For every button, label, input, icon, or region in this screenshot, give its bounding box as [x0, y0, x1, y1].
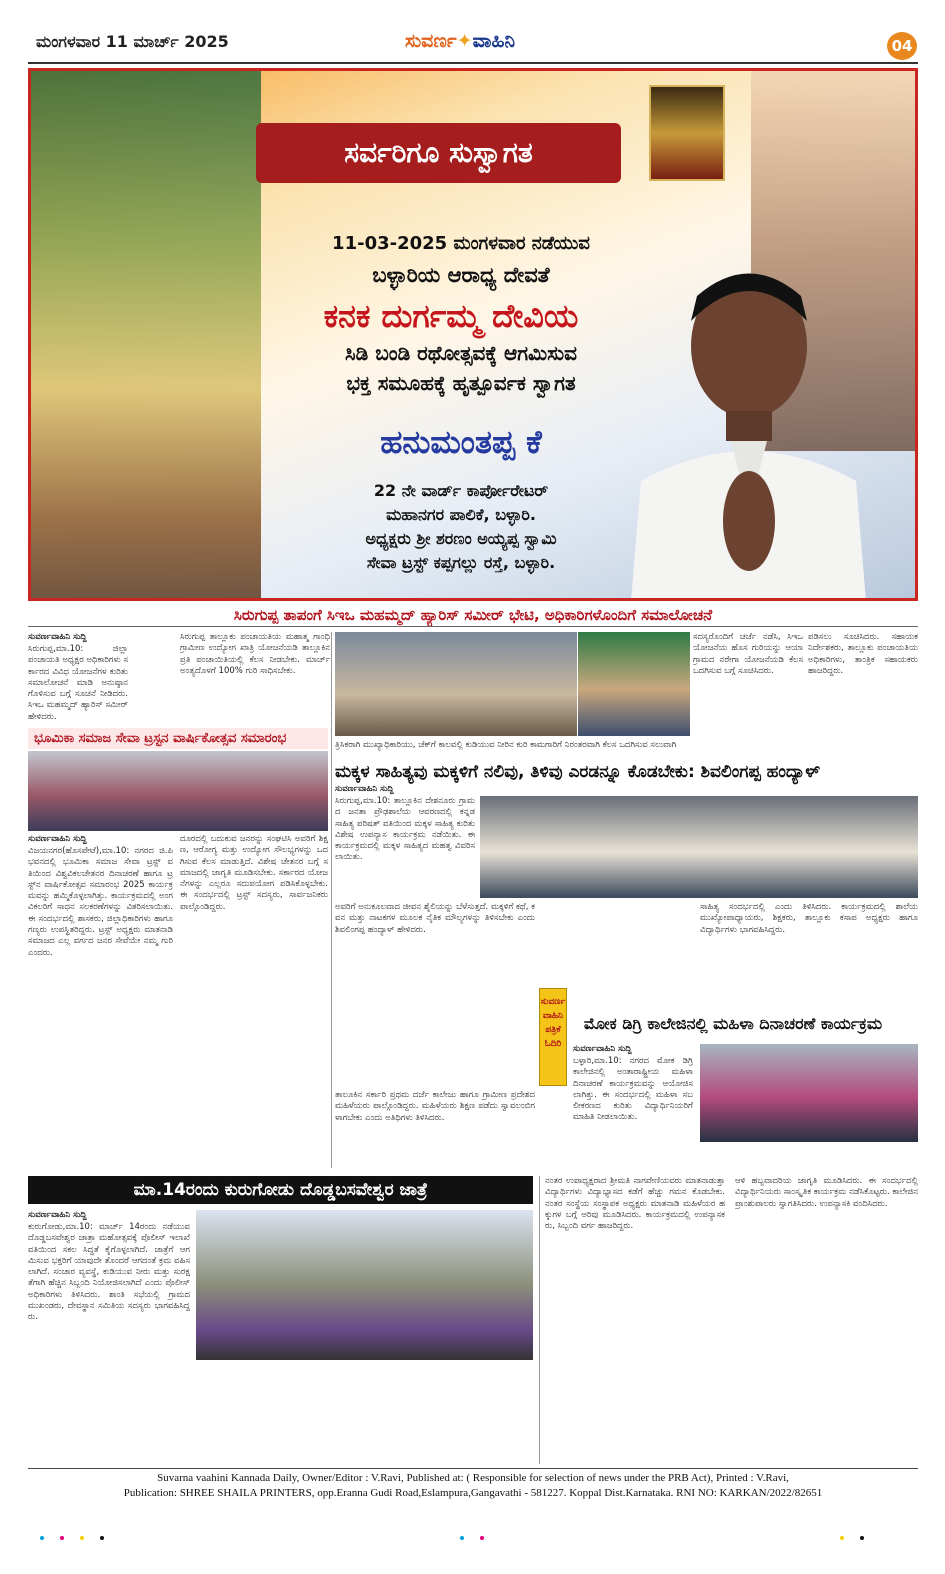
registration-mark [40, 1536, 44, 1540]
logo-part1: ಸುವರ್ಣ [405, 30, 457, 52]
headline-childrens-literature: ಮಕ್ಕಳ ಸಾಹಿತ್ಯವು ಮಕ್ಕಳಿಗೆ ನಲಿವು, ತಿಳಿವು ಎರಡನ್ನೂ ಕೊಡಬೇಕು: ಶಿವಲಿಂಗಪ್ಪ ಹಂದ್ಯಾಳ್ [335, 762, 820, 782]
headline-ceo-visit: ಸಿರುಗುಪ್ಪ ತಾಪಂಗೆ ಸಿಇಒ ಮಹಮ್ಮದ್ ಹ್ಯಾರಿಸ್ ಸಮೀರ್ ಭೇಟಿ, ಅಧಿಕಾರಿಗಳೊಂದಿಗೆ ಸಮಾಲೋಚನೆ [233, 606, 713, 624]
column-divider [331, 632, 332, 1168]
footer-imprint-line1: Suvarna vaahini Kannada Daily, Owner/Editor : V.Ravi, Published at: ( Responsible for selection of news under the PRB Act), Printed : V.Ravi, [157, 1472, 789, 1484]
logo-part2: ವಾಹಿನಿ [472, 30, 516, 52]
ad-subtitle: ಬಳ್ಳಾರಿಯ ಆರಾಧ್ಯ ದೇವತೆ [372, 263, 550, 287]
advertisement-banner [28, 68, 918, 601]
article-kurugodu-col3: ಆಳಿ ಹಬ್ಬವಾದರಿಯ ಜಾಗೃತಿ ಮೂಡಿಸಿದರು. ಈ ಸಂದರ್ಭದಲ್ಲಿ ವಿದ್ಯಾರ್ಥಿನಿಯರು ಸಾಂಸ್ಕೃತಿಕ ಕಾರ್ಯಕ್ರಮ ನಡೆಸಿಕೊಟ್ಟರು. ಕಾಲೇಜಿನ ಪ್ರಾಂಶುಪಾಲರು ಸ್ವಾಗತಿಸಿದರು. ಉಪನ್ಯಾಸಕಿ ವಂದಿಸಿದರು. [735, 1176, 918, 1209]
registration-mark [60, 1536, 64, 1540]
ad-line-5: ಭಕ್ತ ಸಮೂಹಕ್ಕೆ ಹೃತ್ಪೂರ್ವಕ ಸ್ವಾಗತ [346, 371, 576, 395]
article-womens-day-col2: ತಾಲೂಕಿನ ಸರ್ಕಾರಿ ಪ್ರಥಮ ದರ್ಜೆ ಕಾಲೇಜು ಹಾಗೂ ಗ್ರಾಮೀಣ ಪ್ರದೇಶದ ಮಹಿಳೆಯರು ಪಾಲ್ಗೊಂಡಿದ್ದರು. ಮಹಿಳೆಯರು ಶಿಕ್ಷಣ ಪಡೆದು ಸ್ವಾವಲಂಬಿಗಳಾಗಬೇಕು ಎಂದು ಅತಿಥಿಗಳು ತಿಳಿಸಿದರು. [335, 1090, 535, 1123]
article-ceo-col1: ಸಿರುಗುಪ್ಪ,ಮಾ.10: ಜಿಲ್ಲಾ ಪಂಚಾಯತಿ ಅಧ್ಯಕ್ಷರ ಅಧಿಕಾರಿಗಳು ಸರ್ಕಾರದ ವಿವಿಧ ಯೋಜನೆಗಳ ಕುರಿತು ಸಮಾಲೋಚನೆ ಮಾಡಿ ಅನುಷ್ಠಾನಗೊಳಿಸುವ ಬಗ್ಗೆ ಸೂಚನೆ ನೀಡಿದರು. ಸಿಇಒ ಮಹಮ್ಮದ್ ಹ್ಯಾರಿಸ್ ಸಮೀರ್ ಹೇಳಿದರು. [28, 644, 128, 722]
registration-mark [100, 1536, 104, 1540]
byline-womens-day: ಸುವರ್ಣವಾಹಿನಿ ಸುದ್ದಿ [573, 1044, 632, 1054]
deity-shrine-photo [649, 85, 725, 181]
headline-bhumika-trust: ಭೂಮಿಕಾ ಸಮಾಜ ಸೇವಾ ಟ್ರಸ್ಟನ ವಾರ್ಷಿಕೋತ್ಸವ ಸಮಾರಂಭ [28, 728, 328, 749]
article-literature-col3: ಸಾಹಿತ್ಯ ಸಂದರ್ಭದಲ್ಲಿ ಎಂದು ತಿಳಿಸಿದರು. ಕಾರ್ಯಕ್ರಮದಲ್ಲಿ ಶಾಲೆಯ ಮುಖ್ಯೋಪಾಧ್ಯಾಯರು, ಶಿಕ್ಷಕರು, ತಾಲ್ಲೂಕು ಕಸಾಪ ಅಧ್ಯಕ್ಷರು ಹಾಗೂ ವಿದ್ಯಾರ್ಥಿಗಳು ಭಾಗವಹಿಸಿದ್ದರು. [700, 902, 918, 935]
ad-designation-2: ಮಹಾನಗರ ಪಾಲಿಕೆ, ಬಳ್ಳಾರಿ. [386, 505, 536, 524]
newspaper-logo [405, 30, 515, 52]
registration-mark [840, 1536, 844, 1540]
ad-headline: ಕನಕ ದುರ್ಗಮ್ಮ ದೇವಿಯ [323, 297, 579, 335]
photo-literature-event [480, 796, 918, 898]
registration-mark [860, 1536, 864, 1540]
welcome-banner: ಸರ್ವರಿಗೂ ಸುಸ್ವಾಗತ [256, 123, 621, 183]
article-ceo-col3: ಸದಸ್ಯರೊಂದಿಗೆ ಚರ್ಚೆ ನಡೆಸಿ, ಸಿಇಒ ಯೋಜನೆಯ ಹೊಸ ಗುರಿಯನ್ನು ಆಯಾ ಗ್ರಾಮದ ನರೇಗಾ ಯೋಜನೆಯಡಿ ಕೆಲಸ ಒದಗಿಸುವ ಬಗ್ಗೆ ಸೂಚಿಸಿದರು. [693, 632, 803, 676]
article-bhumika-col2: ದೂರದಲ್ಲಿ ಬದುಕುವ ಜನರನ್ನು ಸಂಘಟಿಸಿ ಅವರಿಗೆ ಶಿಕ್ಷಣ, ಆರೋಗ್ಯ ಮತ್ತು ಉದ್ಯೋಗ ಸೌಲಭ್ಯಗಳನ್ನು ಒದಗಿಸುವ ಕೆಲಸ ಮಾಡುತ್ತಿದೆ. ವಿಶೇಷ ಚೇತನರ ಬಗ್ಗೆ ಸಮಾಜದಲ್ಲಿ ಜಾಗೃತಿ ಮೂಡಿಸಬೇಕು. ಸರ್ಕಾರದ ಯೋಜನೆಗಳನ್ನು ಎಲ್ಲರೂ ಸದುಪಯೋಗ ಪಡಿಸಿಕೊಳ್ಳಬೇಕು. ಈ ಸಂದರ್ಭದಲ್ಲಿ ಟ್ರಸ್ಟ್ ಸದಸ್ಯರು, ಸಾರ್ವಜನಿಕರು ಪಾಲ್ಗೊಂಡಿದ್ದರು. [180, 834, 328, 912]
photo-ceo-felicitation [578, 632, 690, 736]
registration-mark [480, 1536, 484, 1540]
registration-mark [80, 1536, 84, 1540]
ad-date-line: 11-03-2025 ಮಂಗಳವಾರ ನಡೆಯುವ [332, 233, 590, 254]
ad-designation-3: ಅಧ್ಯಕ್ಷರು ಶ್ರೀ ಶರಣಂ ಅಯ್ಯಪ್ಪ ಸ್ವಾಮಿ [365, 529, 557, 548]
page-number: 04 [887, 32, 917, 60]
article-ceo-col2: ಸಿರುಗುಪ್ಪ ತಾಲ್ಲೂಕು ಪಂಚಾಯತಿಯ ಮಹಾತ್ಮ ಗಾಂಧಿ ಗ್ರಾಮೀಣ ಉದ್ಯೋಗ ಖಾತ್ರಿ ಯೋಜನೆಯಡಿ ತಾಲ್ಲೂಕಿನ ಪ್ರತಿ ಪಂಚಾಯಿತಿಯಲ್ಲಿ ಕೆಲಸ ನೀಡಬೇಕು. ಮಾರ್ಚ್ ಅಂತ್ಯದೊಳಗೆ 100% ಗುರಿ ಸಾಧಿಸಬೇಕು. [180, 632, 330, 676]
byline-ceo-visit: ಸುವರ್ಣವಾಹಿನಿ ಸುದ್ದಿ [28, 632, 87, 642]
headline-rule [28, 626, 918, 627]
column-divider [539, 1176, 540, 1464]
footer-rule [28, 1468, 918, 1469]
article-ceo-col4: ಪಡಿಸಲು ಸೂಚಿಸಿದರು. ಸಹಾಯಕ ನಿರ್ದೇಶಕರು, ತಾಲ್ಲೂಕು ಪಂಚಾಯತಿಯ ಅಧಿಕಾರಿಗಳು, ತಾಂತ್ರಿಕ ಸಹಾಯಕರು ಹಾಜರಿದ್ದರು. [808, 632, 918, 676]
photo-police-meeting [196, 1210, 533, 1360]
ad-person-name: ಹನುಮಂತಪ್ಪ ಕೆ [380, 423, 542, 461]
issue-date: ಮಂಗಳವಾರ 11 ಮಾರ್ಚ್ 2025 [36, 32, 229, 51]
article-womens-day-col1: ಬಳ್ಳಾರಿ,ಮಾ.10: ನಗರದ ಮೋಕ ಡಿಗ್ರಿ ಕಾಲೇಜಿನಲ್ಲಿ ಅಂತಾರಾಷ್ಟ್ರೀಯ ಮಹಿಳಾ ದಿನಾಚರಣೆ ಕಾರ್ಯಕ್ರಮವನ್ನು ಆಯೋಜಿಸಲಾಗಿತ್ತು. ಈ ಸಂದರ್ಭದಲ್ಲಿ ಮಹಿಳಾ ಸಬಲೀಕರಣದ ಕುರಿತು ವಿದ್ಯಾರ್ಥಿನಿಯರಿಗೆ ಮಾಹಿತಿ ನೀಡಲಾಯಿತು. [573, 1056, 693, 1123]
byline-bhumika: ಸುವರ್ಣವಾಹಿನಿ ಸುದ್ದಿ [28, 834, 87, 844]
ad-designation-1: 22 ನೇ ವಾರ್ಡ್ ಕಾರ್ಪೋರೇಟರ್ [373, 481, 549, 500]
headline-kurugodu-jatre: ಮಾ.14ರಂದು ಕುರುಗೋಡು ದೊಡ್ಡಬಸವೇಶ್ವರ ಜಾತ್ರೆ [28, 1176, 533, 1204]
masthead-rule [28, 62, 918, 64]
headline-womens-day: ಮೋಕ ಡಿಗ್ರಿ ಕಾಲೇಜಿನಲ್ಲಿ ಮಹಿಳಾ ದಿನಾಚರಣೆ ಕಾರ್ಯಕ್ರಮ [583, 1014, 883, 1033]
photo-ceo-meeting [335, 632, 577, 736]
byline-childrens-literature: ಸುವರ್ಣವಾಹಿನಿ ಸುದ್ದಿ [335, 784, 394, 794]
footer-imprint-line2: Publication: SHREE SHAILA PRINTERS, opp.Eranna Gudi Road,Eslampura,Gangavathi - 581227. Koppal Dist.Karnataka. RNI NO: KARKAN/2022/82651 [123, 1487, 823, 1499]
article-bhumika-col1: ವಿಜಯನಗರ(ಹೊಸಪೇಟೆ),ಮಾ.10: ನಗರದ ಜಿ.ಪಿ ಭವನದಲ್ಲಿ ಭೂಮಿಕಾ ಸಮಾಜ ಸೇವಾ ಟ್ರಸ್ಟ್ ವತಿಯಿಂದ ವಿಶ್ವವಿಕಲಚೇತನರ ದಿನಾಚರಣೆ ಹಾಗೂ ಟ್ರಸ್ಟ್‌ನ ವಾರ್ಷಿಕೋತ್ಸವ ಸಮಾರಂಭ 2025 ಕಾರ್ಯಕ್ರಮವನ್ನು ಹಮ್ಮಿಕೊಳ್ಳಲಾಗಿತ್ತು. ಕಾರ್ಯಕ್ರಮದಲ್ಲಿ ಅಂಗವಿಕಲರಿಗೆ ಸಾಧನ ಸಲಕರಣೆಗಳನ್ನು ವಿತರಿಸಲಾಯಿತು. ಈ ಸಂದರ್ಭದಲ್ಲಿ ಶಾಸಕರು, ಜಿಲ್ಲಾಧಿಕಾರಿಗಳು ಹಾಗೂ ಗಣ್ಯರು ಉಪಸ್ಥಿತರಿದ್ದರು. ಟ್ರಸ್ಟ್ ಅಧ್ಯಕ್ಷರು ಮಾತನಾಡಿ ಸಮಾಜದ ಎಲ್ಲ ವರ್ಗದ ಜನರ ಸೇವೆಯೇ ನಮ್ಮ ಗುರಿ ಎಂದರು. [28, 846, 173, 958]
photo-womens-day [700, 1044, 918, 1142]
article-literature-col2: ಅವರಿಗೆ ಅನುಕೂಲವಾದ ಜೀವನ ಶೈಲಿಯನ್ನು ಬೆಳೆಸುತ್ತದೆ. ಮಕ್ಕಳಿಗೆ ಕಥೆ, ಕವನ ಮತ್ತು ನಾಟಕಗಳ ಮೂಲಕ ನೈತಿಕ ಮೌಲ್ಯಗಳನ್ನು ತಿಳಿಸಬೇಕು ಎಂದು ಶಿವಲಿಂಗಪ್ಪ ಹಂದ್ಯಾಳ್ ಹೇಳಿದರು. [335, 902, 535, 935]
read-suvarna-vahini-box: ಸುವರ್ಣ ವಾಹಿನಿ ಪತ್ರಿಕೆ ಓದಿರಿ [539, 988, 567, 1086]
caption-ceo: ತ್ರಿಸಿಕರಾಗಿ ಮುಖ್ಯಾಧಿಕಾರಿಯು, ಚೆಕ್‌ಗೆ ಕಾಲವಲ್ಲಿ ಕುಡಿಯುವ ನೀರಿನ ಕುರಿ ಕಾಮಗಾರಿಗೆ ನಿರಂತರವಾಗಿ ಕೆಲಸ ಒದಗಿಸುವ ಸಲುವಾಗಿ [335, 740, 677, 750]
logo-lamp-icon: ✦ [456, 30, 473, 52]
ad-designation-4: ಸೇವಾ ಟ್ರಸ್ಟ್ ಕಪ್ಪಗಲ್ಲು ರಸ್ತೆ, ಬಳ್ಳಾರಿ. [366, 553, 556, 572]
ad-line-4: ಸಿಡಿ ಬಂಡಿ ರಥೋತ್ಸವಕ್ಕೆ ಆಗಮಿಸುವ [345, 341, 577, 365]
article-kurugodu-col1: ಕುರುಗೋಡು,ಮಾ.10: ಮಾರ್ಚ್ 14ರಂದು ನಡೆಯುವ ದೊಡ್ಡಬಸವೇಶ್ವರ ಜಾತ್ರಾ ಮಹೋತ್ಸವಕ್ಕೆ ಪೊಲೀಸ್ ಇಲಾಖೆ ವತಿಯಿಂದ ಸಕಲ ಸಿದ್ಧತೆ ಕೈಗೊಳ್ಳಲಾಗಿದೆ. ಜಾತ್ರೆಗೆ ಆಗಮಿಸುವ ಭಕ್ತರಿಗೆ ಯಾವುದೇ ತೊಂದರೆ ಆಗದಂತೆ ಕ್ರಮ ವಹಿಸಲಾಗಿದೆ. ಸಂಚಾರ ವ್ಯವಸ್ಥೆ, ಕುಡಿಯುವ ನೀರು ಮತ್ತು ಸುರಕ್ಷತೆಗಾಗಿ ಹೆಚ್ಚಿನ ಸಿಬ್ಬಂದಿ ನಿಯೋಜಿಸಲಾಗಿದೆ ಎಂದು ಪೊಲೀಸ್ ಅಧಿಕಾರಿಗಳು ತಿಳಿಸಿದರು. ಶಾಂತಿ ಸಭೆಯಲ್ಲಿ ಗ್ರಾಮದ ಮುಖಂಡರು, ದೇವಸ್ಥಾನ ಸಮಿತಿಯ ಸದಸ್ಯರು ಭಾಗವಹಿಸಿದ್ದರು. [28, 1222, 190, 1323]
photo-bhumika-event [28, 751, 328, 831]
article-kurugodu-col2: ನಂತರ ಉಪಾಧ್ಯಕ್ಷರಾದ ಶ್ರೀಮತಿ ನಾಗವೇಣಿಯವರು ಮಾತನಾಡುತ್ತಾ ವಿದ್ಯಾರ್ಥಿಗಳು ವಿದ್ಯಾಭ್ಯಾಸದ ಕಡೆಗೆ ಹೆಚ್ಚು ಗಮನ ಕೊಡಬೇಕು. ನಂತರ ಸಂಸ್ಥೆಯ ಸಂಸ್ಥಾಪಕ ಅಧ್ಯಕ್ಷರು ಮಾತನಾಡಿ ಮಹಿಳೆಯರ ಹಕ್ಕುಗಳ ಬಗ್ಗೆ ಅರಿವು ಮೂಡಿಸಿದರು. ಕಾರ್ಯಕ್ರಮದಲ್ಲಿ ಉಪನ್ಯಾಸಕರು, ಸಿಬ್ಬಂದಿ ವರ್ಗ ಹಾಜರಿದ್ದರು. [545, 1176, 725, 1232]
registration-mark [460, 1536, 464, 1540]
byline-kurugodu: ಸುವರ್ಣವಾಹಿನಿ ಸುದ್ದಿ [28, 1210, 87, 1220]
article-literature-col1: ಸಿರುಗುಪ್ಪ,ಮಾ.10: ತಾಲ್ಲೂಕಿನ ದೇಶನೂರು ಗ್ರಾಮದ ಜನತಾ ಪ್ರೌಢಶಾಲೆಯ ಆವರಣದಲ್ಲಿ ಕನ್ನಡ ಸಾಹಿತ್ಯ ಪರಿಷತ್ ವತಿಯಿಂದ ಮಕ್ಕಳ ಸಾಹಿತ್ಯ ಕುರಿತು ವಿಶೇಷ ಉಪನ್ಯಾಸ ಕಾರ್ಯಕ್ರಮ ನಡೆಯಿತು. ಈ ಕಾರ್ಯಕ್ರಮದಲ್ಲಿ ಮಕ್ಕಳ ಸಾಹಿತ್ಯದ ಮಹತ್ವ ವಿವರಿಸಲಾಯಿತು. [335, 796, 475, 863]
